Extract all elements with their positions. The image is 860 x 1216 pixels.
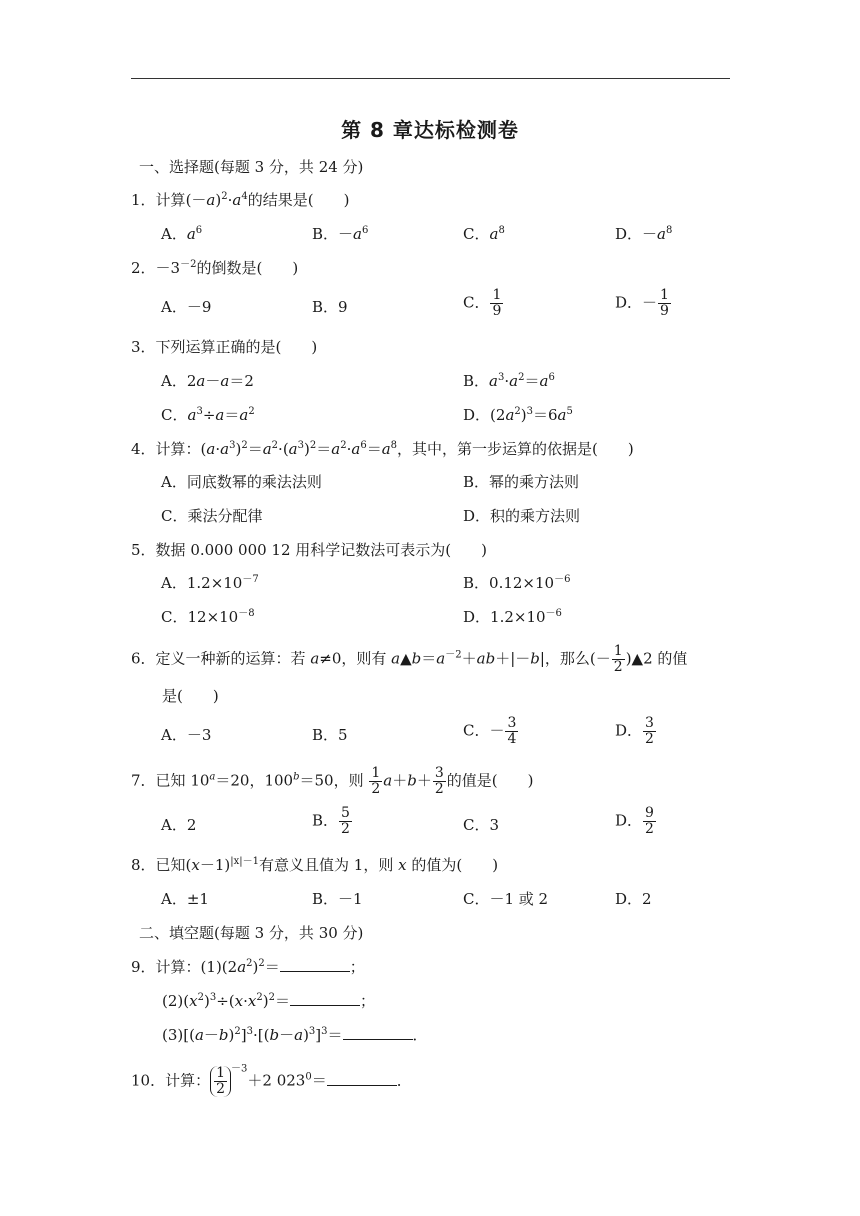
q3-option-c: C．$a^3\div a=a^2$ — [161, 406, 255, 424]
question-8: 8．已知$(x-1)^{|x|-1}$有意义且值为 1，则 x 的值为( ) — [131, 856, 499, 874]
q1-option-a: A．$a^6$ — [161, 225, 203, 243]
q5-option-d: D．$1.2\times 10^{-6}$ — [463, 608, 562, 626]
q3-option-d: D．$(2a^2)^3=6a^5$ — [463, 406, 573, 424]
q3-option-b: B．$a^3\cdot a^2=a^6$ — [463, 372, 555, 390]
answer-blank[interactable] — [327, 1071, 397, 1086]
question-6: 6．定义一种新的运算：若 a≠0，则有 $a▲b=a^{-2}+ab+|-b|$，那么(－ $\frac{1}{2}$ )▲2 的值 — [131, 643, 688, 675]
q7-option-c: C．3 — [463, 816, 500, 834]
q2-option-b: B．9 — [312, 298, 348, 316]
q5-option-a: A．$1.2\times 10^{-7}$ — [161, 574, 259, 592]
q4-option-c: C．乘法分配律 — [161, 507, 263, 525]
q8-option-a: A．±1 — [161, 890, 209, 908]
page-title: 第 8 章达标检测卷 — [341, 118, 519, 142]
q7-option-b: B． $\frac{5}{2}$ — [312, 805, 350, 837]
question-10: 10．计算： $\frac{1}{2}$ $^{-3}$＋2 $023^0=$ ． — [131, 1063, 412, 1097]
answer-blank[interactable] — [280, 957, 350, 972]
q4-option-b: B．幂的乘方法则 — [463, 473, 580, 491]
section-heading-choice: 一、选择题(每题 3 分，共 24 分) — [139, 158, 364, 176]
question-7: 7．已知 $10^a=20$，$100^b=50$，则 $\frac{1}{2}$ a＋b＋ $\frac{3}{2}$ 的值是( ) — [131, 765, 534, 797]
q7-option-d: D． $\frac{9}{2}$ — [615, 805, 654, 837]
question-1: 1．计算$(-a)^2\cdot a^4$的结果是( ) — [131, 191, 350, 209]
q1-option-d: D．$-a^8$ — [615, 225, 673, 243]
question-9-part-2: $(2)(x^2)^3\div(x\cdot x^2)^2=$ ； — [162, 992, 375, 1010]
q5-option-b: B．$0.12\times 10^{-6}$ — [463, 574, 571, 592]
q2-option-c: C． $\frac{1}{9}$ — [463, 287, 502, 319]
answer-blank[interactable] — [343, 1025, 413, 1040]
q1-option-c: C．$a^8$ — [463, 225, 505, 243]
question-9-part-3: $(3)[(a-b)^2]^3\cdot[(b-a)^3]^3=$ ． — [162, 1026, 428, 1044]
question-9: 9．计算：$(1)(2a^2)^2=$ ； — [131, 958, 365, 976]
question-5: 5．数据 0.000 000 12 用科学记数法可表示为( ) — [131, 541, 487, 559]
answer-blank[interactable] — [290, 991, 360, 1006]
header-rule — [131, 78, 730, 79]
q1-option-b: B．$-a^6$ — [312, 225, 369, 243]
q8-option-b: B．－1 — [312, 890, 363, 908]
q6-option-a: A．－3 — [161, 726, 212, 744]
question-4: 4．计算：$(a\cdot a^3)^2=a^2\cdot(a^3)^2=a^2\cdot a^6=a^8$，其中，第一步运算的依据是( ) — [131, 440, 634, 458]
q2-option-a: A．－9 — [161, 298, 212, 316]
q2-option-d: D．－ $\frac{1}{9}$ — [615, 287, 669, 319]
question-6-continued: 是( ) — [162, 687, 219, 705]
section-heading-fill: 二、填空题(每题 3 分，共 30 分) — [139, 924, 364, 942]
q5-option-c: C．$12\times 10^{-8}$ — [161, 608, 255, 626]
q6-option-c: C．－ $\frac{3}{4}$ — [463, 715, 517, 747]
q7-option-a: A．2 — [161, 816, 197, 834]
q8-option-d: D．2 — [615, 890, 652, 908]
q4-option-d: D．积的乘方法则 — [463, 507, 581, 525]
q8-option-c: C．－1 或 2 — [463, 890, 549, 908]
q3-option-a: A．2a－a＝2 — [161, 372, 254, 390]
question-2: 2．$-3^{-2}$的倒数是( ) — [131, 259, 299, 277]
question-3: 3．下列运算正确的是( ) — [131, 338, 318, 356]
q6-option-d: D． $\frac{3}{2}$ — [615, 715, 654, 747]
q4-option-a: A．同底数幂的乘法法则 — [161, 473, 322, 491]
q6-option-b: B．5 — [312, 726, 348, 744]
